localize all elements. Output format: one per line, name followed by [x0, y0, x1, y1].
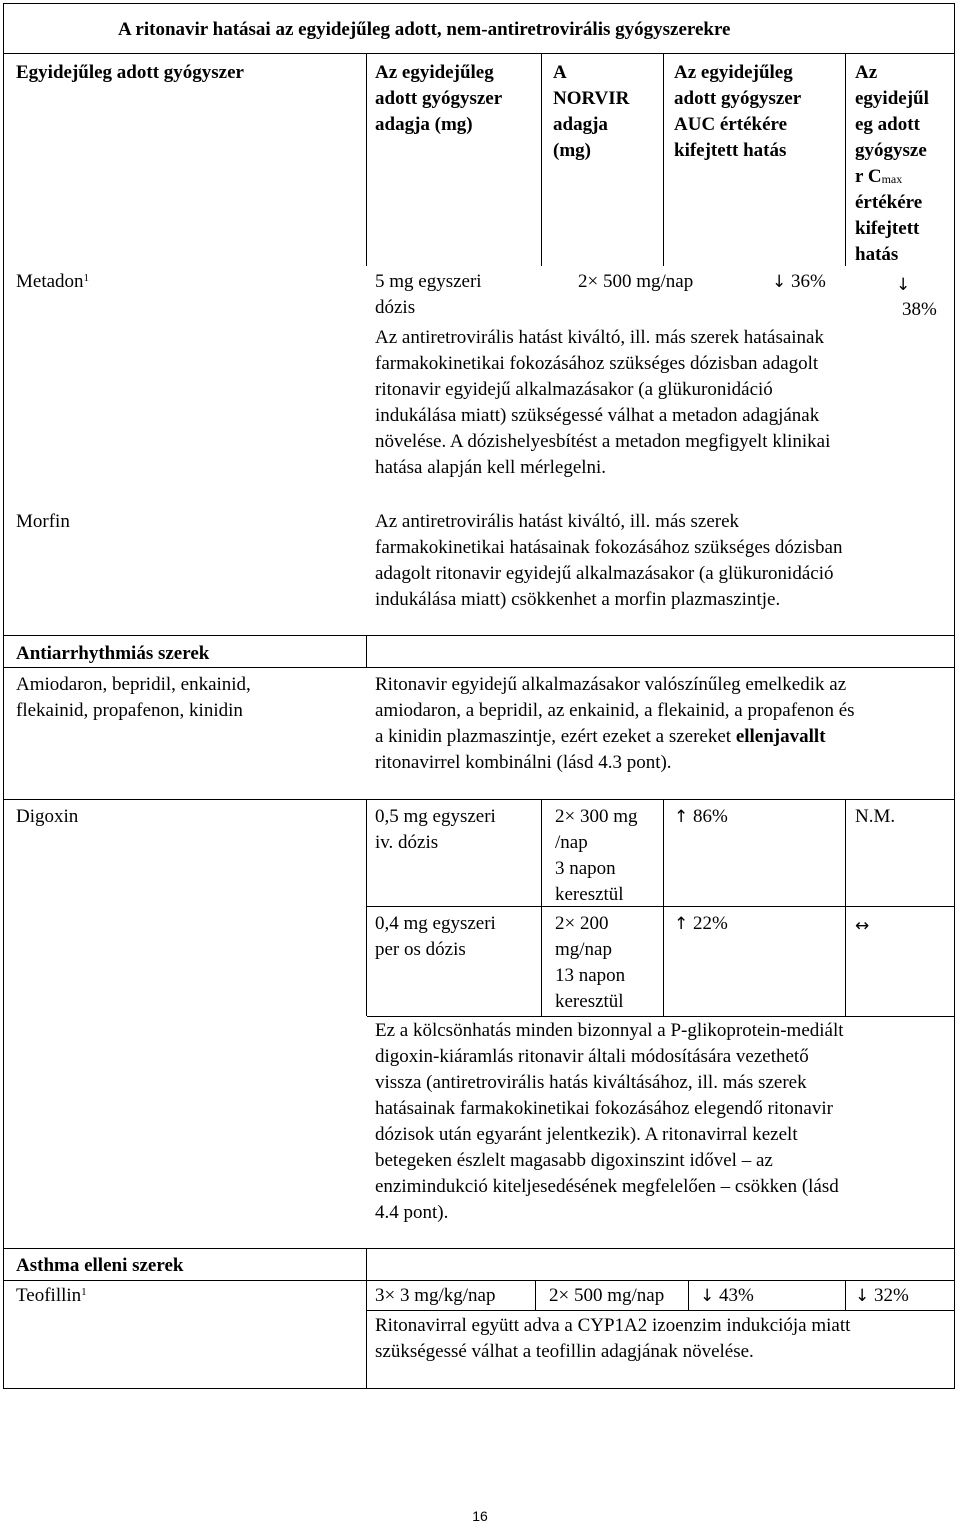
left-right-arrow-icon: ↔ [855, 916, 870, 936]
drug-name-metadon: Metadon$^1$ [16, 271, 90, 292]
row-divider [3, 635, 955, 636]
arrow-up-icon: ↑ [674, 807, 689, 827]
col-divider [663, 54, 664, 266]
title-divider [3, 53, 955, 54]
metadon-norvir: 2× 500 mg/nap [578, 271, 694, 292]
digoxin-auc-1: ↑ 86% [674, 806, 728, 827]
digoxin-auc-2: ↑ 22% [674, 913, 728, 934]
antiarrhythmic-drugs: Amiodaron, bepridil, enkainid, [16, 674, 251, 695]
row-divider [3, 799, 955, 800]
col-divider [845, 800, 846, 1016]
metadon-cmax: 38% [902, 299, 937, 320]
teofillin-dose: 3× 3 mg/kg/nap [375, 1285, 496, 1306]
digoxin-dose-2b: per os dózis [375, 939, 466, 960]
drug-name-digoxin: Digoxin [16, 806, 79, 827]
col-divider [535, 1280, 536, 1310]
col-divider [845, 1280, 846, 1310]
metadon-dose: 5 mg egyszeri [375, 271, 482, 292]
arrow-up-icon: ↑ [674, 914, 689, 934]
digoxin-dose-1b: iv. dózis [375, 832, 439, 853]
col-divider [663, 800, 664, 1016]
col-divider [845, 54, 846, 266]
arrow-down-icon: ↓ [855, 1286, 870, 1306]
row-divider [367, 1310, 955, 1311]
antiarrhythmic-drugs-2: flekainid, propafenon, kinidin [16, 700, 243, 721]
drug-name-morfin: Morfin [16, 511, 70, 532]
row-divider [367, 1016, 955, 1017]
col-divider [541, 54, 542, 266]
metadon-dose-2: dózis [375, 297, 416, 318]
col-divider [366, 1249, 367, 1389]
row-divider [3, 667, 955, 668]
row-divider [3, 1280, 955, 1281]
arrow-down-icon: ↓ [772, 272, 787, 292]
col-divider [541, 800, 542, 1016]
drug-name-teofillin: Teofillin$^1$ [16, 1285, 87, 1306]
teofillin-norvir: 2× 500 mg/nap [549, 1285, 665, 1306]
arrow-down-icon: ↓ [896, 275, 911, 295]
section-heading-antiarrhythmic: Antiarrhythmiás szerek [16, 643, 210, 664]
digoxin-dose-2: 0,4 mg egyszeri [375, 913, 496, 934]
metadon-auc: ↓ 36% [772, 271, 826, 292]
header-col1: Egyidejűleg adott gyógyszer [16, 62, 244, 83]
teofillin-auc: ↓ 43% [700, 1285, 754, 1306]
col-divider [366, 800, 367, 1016]
section-heading-asthma: Asthma elleni szerek [16, 1255, 184, 1276]
col-divider [366, 54, 367, 266]
row-divider [3, 1248, 955, 1249]
arrow-down-icon: ↓ [700, 1286, 715, 1306]
page-number: 16 [472, 1508, 488, 1524]
col-divider [688, 1280, 689, 1310]
digoxin-cmax-1: N.M. [855, 806, 896, 827]
row-divider [367, 906, 955, 907]
digoxin-dose-1: 0,5 mg egyszeri [375, 806, 496, 827]
table-title: A ritonavir hatásai az egyidejűleg adott, nem-antiretrovirális gyógyszerekre [118, 19, 731, 40]
col-divider [366, 636, 367, 667]
teofillin-cmax: ↓ 32% [855, 1285, 909, 1306]
